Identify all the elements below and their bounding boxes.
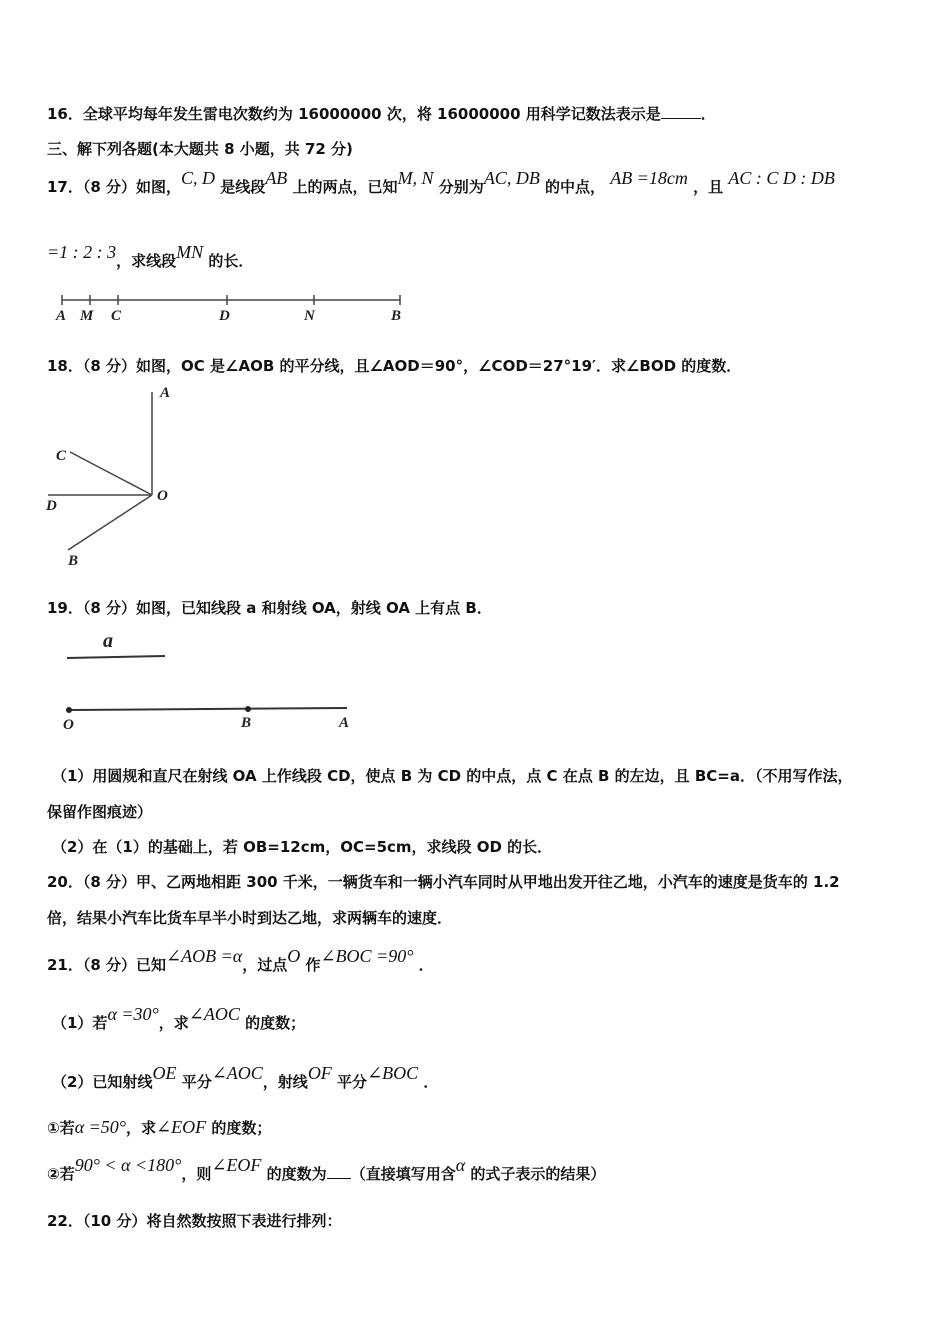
q18-label-o: O xyxy=(157,488,168,504)
q17-math-ratio-value: =1 : 2 : 3 xyxy=(47,242,117,262)
q17-line1 xyxy=(47,168,835,197)
q18 xyxy=(47,355,741,376)
q20-text1: 20．（8 分）甲、乙两地相距 300 千米，一辆货车和一辆小汽车同时从甲地出发开往乙地，小汽车的速度是货车的 1.2 xyxy=(47,873,840,891)
q17-line2 xyxy=(47,242,254,271)
q21-s2-math-aoc: ∠AOC xyxy=(211,1063,263,1083)
q21-c2-p2: ，则 xyxy=(181,1165,212,1183)
q21-s2-p3: ，射线 xyxy=(262,1073,308,1091)
q21-s2-p4: 平分 xyxy=(337,1073,368,1091)
q16 xyxy=(47,103,716,124)
q17-p6: ，且 xyxy=(693,178,724,196)
q22-text: 22．（10 分）将自然数按照下表进行排列： xyxy=(47,1212,342,1230)
q21-s1-math-aoc: ∠AOC xyxy=(188,1004,240,1024)
q21-s2-math-oe: OE xyxy=(152,1063,177,1083)
q17-p8: 的长． xyxy=(208,252,254,270)
q17-math-mn2: MN xyxy=(176,242,204,262)
q18-label-a: A xyxy=(160,385,171,401)
q21-s2-p1: （2）已知射线 xyxy=(52,1073,153,1091)
q21-s1-p2: ，求 xyxy=(158,1014,189,1032)
q21-s2-p5: ． xyxy=(423,1073,439,1091)
q21-s1-p3: 的度数； xyxy=(245,1014,306,1032)
q21-s2-p2: 平分 xyxy=(181,1073,212,1091)
section3-heading-text: 三、解下列各题(本大题共 8 小题，共 72 分) xyxy=(47,140,353,158)
q21-c1-p3: 的度数； xyxy=(211,1119,272,1137)
q19-ray-oa xyxy=(69,708,347,710)
q17-label-c: C xyxy=(111,308,122,324)
q21-p4: ． xyxy=(418,956,434,974)
section-heading xyxy=(47,138,353,159)
q17-math-cd: C, D xyxy=(181,168,216,188)
q21-c2-math-range: 90° < α <180° xyxy=(74,1155,182,1175)
q19-figure xyxy=(55,625,375,740)
q16-tail: ． xyxy=(700,105,716,123)
q17-label-b: B xyxy=(391,308,402,324)
q17-p3: 上的两点，已知 xyxy=(292,178,398,196)
q21-s1-p1: （1）若 xyxy=(52,1014,108,1032)
q16-text: 16．全球平均每年发生雷电次数约为 16000000 次，将 16000000 用科学记数法表示是 xyxy=(47,105,661,123)
q17-math-ratio: AC : C D : DB xyxy=(728,168,835,188)
q19 xyxy=(47,597,492,618)
q19-part1-line2 xyxy=(47,801,152,822)
q21-c2-math-alpha: α xyxy=(455,1155,466,1175)
q21-c1-math-eof: ∠EOF xyxy=(156,1117,207,1137)
q18-figure xyxy=(40,380,200,575)
q21-math-boc: ∠BOC =90° xyxy=(320,946,414,966)
q21-answer-blank[interactable] xyxy=(327,1166,351,1179)
q21-c1-p2: ，求 xyxy=(126,1119,157,1137)
q17-math-ab: AB xyxy=(265,168,288,188)
q21-case2 xyxy=(47,1155,606,1184)
q21-c1-math-alpha: α =50° xyxy=(74,1117,126,1137)
q21-case1 xyxy=(47,1117,271,1138)
q19-part1-line1 xyxy=(52,765,853,786)
q19-point-b xyxy=(245,706,251,712)
q17-p7: ，求线段 xyxy=(116,252,177,270)
q21-p1: 21．（8 分）已知 xyxy=(47,956,167,974)
q17-label-n: N xyxy=(304,308,315,324)
q21-c2-p3: 的度数为 xyxy=(266,1165,327,1183)
q21-p2: ，过点 xyxy=(242,956,288,974)
q17-p4: 分别为 xyxy=(438,178,484,196)
q17-math-mn: M, N xyxy=(397,168,434,188)
q19-part1-text1: （1）用圆规和直尺在射线 OA 上作线段 CD，使点 B 为 CD 的中点，点 C 在点 B 的左边，且 BC=a．（不用写作法， xyxy=(52,767,853,785)
q18-ray-oc xyxy=(70,452,152,495)
q21-p3: 作 xyxy=(305,956,321,974)
q21-c2-p1: ②若 xyxy=(47,1165,75,1183)
q17-label-a: A xyxy=(56,308,67,324)
q20-line1 xyxy=(47,871,840,892)
q16-answer-blank[interactable] xyxy=(661,106,701,119)
q21-sub1 xyxy=(52,1004,306,1033)
q20-line2 xyxy=(47,907,452,928)
q18-label-b: B xyxy=(68,553,79,569)
q19-part2 xyxy=(52,836,552,857)
q19-part2-text: （2）在（1）的基础上，若 OB=12cm，OC=5cm，求线段 OD 的长． xyxy=(52,838,553,856)
q18-label-d: D xyxy=(46,498,57,514)
q19-label-b: B xyxy=(241,715,252,731)
q21-s1-math-alpha: α =30° xyxy=(107,1004,159,1024)
q18-text: 18．（8 分）如图，OC 是∠AOB 的平分线，且∠AOD＝90°，∠COD＝27°19′．求∠BOD 的度数． xyxy=(47,357,742,375)
q21-c2-p4: （直接填写用含 xyxy=(350,1165,456,1183)
q21-c2-p5: 的式子表示的结果） xyxy=(470,1165,606,1183)
q21-s2-math-of: OF xyxy=(307,1063,332,1083)
q17-p2: 是线段 xyxy=(220,178,266,196)
q19-text: 19．（8 分）如图，已知线段 a 和射线 OA，射线 OA 上有点 B． xyxy=(47,599,492,617)
q17-figure xyxy=(50,290,420,330)
q17-p1: 17．（8 分）如图， xyxy=(47,178,182,196)
q21-c1-p1: ①若 xyxy=(47,1119,75,1137)
q19-part1-text2: 保留作图痕迹） xyxy=(47,803,153,821)
q17-p5: 的中点， xyxy=(545,178,606,196)
q19-label-a: A xyxy=(339,715,350,731)
q19-label-a-segment: a xyxy=(103,630,113,652)
q21-math-o: O xyxy=(287,946,301,966)
q17-math-ab18: AB =18cm xyxy=(610,168,688,188)
q17-math-acdb: AC, DB xyxy=(483,168,540,188)
q21-s2-math-boc: ∠BOC xyxy=(367,1063,419,1083)
q18-ray-ob xyxy=(68,495,152,550)
q18-label-c: C xyxy=(56,448,67,464)
q21-c2-math-eof: ∠EOF xyxy=(211,1155,262,1175)
q20-text2: 倍，结果小汽车比货车早半小时到达乙地，求两辆车的速度． xyxy=(47,909,453,927)
q21-sub2 xyxy=(52,1063,439,1092)
q22 xyxy=(47,1210,341,1231)
q21-line1 xyxy=(47,946,434,975)
q19-point-o xyxy=(66,707,72,713)
q21-math-aob: ∠AOB =α xyxy=(166,946,243,966)
q17-label-d: D xyxy=(219,308,230,324)
q19-label-o: O xyxy=(63,717,74,733)
q17-label-m: M xyxy=(80,308,94,324)
q19-segment-a xyxy=(67,656,165,658)
